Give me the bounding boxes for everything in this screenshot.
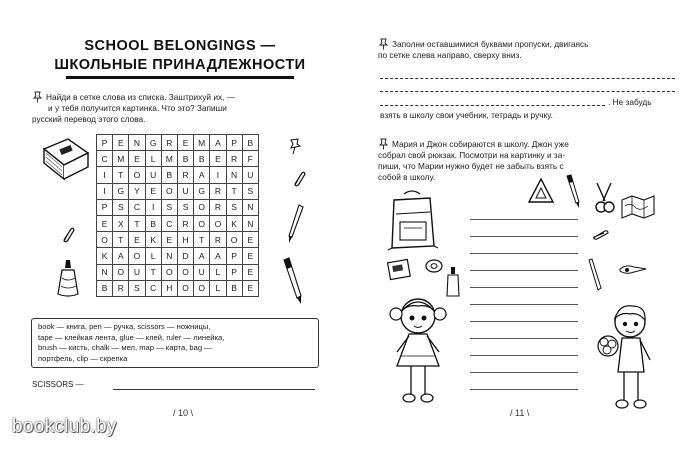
task1-line3: русский перевод этого слова.: [32, 114, 146, 124]
task2-tail-text: . Не забудь: [608, 97, 652, 107]
grid-cell[interactable]: E: [177, 135, 193, 151]
sharpener-icon: [618, 263, 648, 277]
word-search-grid: [96, 134, 259, 297]
task2-instructions: [378, 38, 678, 61]
grid-cell[interactable]: E: [129, 232, 145, 248]
grid-cell[interactable]: F: [242, 151, 258, 167]
grid-cell[interactable]: O: [194, 280, 210, 296]
grid-cell[interactable]: E: [242, 280, 258, 296]
grid-cell[interactable]: E: [242, 248, 258, 264]
triangle-ruler-icon: [525, 176, 557, 206]
grid-cell[interactable]: P: [226, 264, 242, 280]
grid-cell[interactable]: L: [210, 280, 226, 296]
thumbtack-icon: [32, 91, 44, 103]
grid-cell[interactable]: O: [113, 264, 129, 280]
write-line[interactable]: [470, 236, 578, 237]
grid-cell[interactable]: E: [242, 264, 258, 280]
grid-cell[interactable]: N: [129, 135, 145, 151]
grid-cell[interactable]: N: [97, 264, 113, 280]
grid-cell[interactable]: K: [145, 232, 161, 248]
grid-cell[interactable]: O: [129, 167, 145, 183]
grid-cell[interactable]: B: [194, 151, 210, 167]
task3-line1: Мария и Джон собираются в школу. Джон уже: [392, 139, 569, 149]
grid-cell[interactable]: P: [226, 248, 242, 264]
write-line[interactable]: [470, 253, 578, 254]
grid-cell[interactable]: E: [161, 232, 177, 248]
scissors-icon: [591, 181, 617, 215]
map-icon: [620, 194, 656, 220]
grid-cell[interactable]: R: [210, 199, 226, 215]
grid-cell[interactable]: R: [113, 280, 129, 296]
write-line[interactable]: [470, 338, 578, 339]
task3-line4: собой в школу.: [378, 172, 436, 182]
grid-cell[interactable]: C: [145, 280, 161, 296]
task2-line1: Заполни оставшимися буквами пропуски, двигаясь: [392, 39, 589, 49]
grid-cell[interactable]: R: [210, 183, 226, 199]
grid-cell[interactable]: G: [145, 135, 161, 151]
write-line[interactable]: [470, 372, 578, 373]
grid-cell[interactable]: S: [177, 199, 193, 215]
grid-cell[interactable]: O: [194, 199, 210, 215]
write-line[interactable]: [470, 355, 578, 356]
task1-line1: Найди в сетке слова из списка. Заштрихуй их, —: [46, 92, 236, 102]
grid-cell[interactable]: M: [113, 151, 129, 167]
pushpin-icon: [287, 137, 305, 155]
write-line[interactable]: [470, 287, 578, 288]
fill-in-line-2[interactable]: [380, 91, 675, 92]
grid-cell[interactable]: O: [210, 215, 226, 231]
task1-instructions: [32, 91, 332, 125]
grid-cell[interactable]: A: [194, 248, 210, 264]
grid-row: [97, 135, 259, 151]
grid-cell[interactable]: L: [210, 264, 226, 280]
write-line[interactable]: [470, 321, 578, 322]
clip-icon-right: [590, 228, 610, 242]
grid-cell[interactable]: S: [161, 199, 177, 215]
grid-cell[interactable]: I: [97, 183, 113, 199]
write-line[interactable]: [470, 219, 578, 220]
write-line[interactable]: [470, 389, 578, 390]
grid-cell[interactable]: C: [161, 215, 177, 231]
clip-icon: [291, 170, 307, 188]
thumbtack-icon: [378, 138, 390, 150]
grid-cell[interactable]: E: [129, 151, 145, 167]
grid-cell[interactable]: O: [177, 280, 193, 296]
task2-tail-text-2: взять в школу свои учебник, тетрадь и ручку.: [380, 110, 553, 120]
grid-cell[interactable]: I: [97, 167, 113, 183]
grid-cell[interactable]: L: [145, 248, 161, 264]
grid-cell[interactable]: M: [194, 135, 210, 151]
grid-cell[interactable]: T: [113, 232, 129, 248]
grid-cell[interactable]: D: [177, 248, 193, 264]
grid-cell[interactable]: E: [210, 151, 226, 167]
grid-row: [97, 232, 259, 248]
grid-cell[interactable]: R: [226, 151, 242, 167]
grid-cell[interactable]: G: [194, 183, 210, 199]
page-number-value: 10: [178, 408, 189, 418]
write-line[interactable]: [470, 304, 578, 305]
grid-cell[interactable]: K: [97, 248, 113, 264]
grid-cell[interactable]: A: [210, 248, 226, 264]
grid-row: [97, 183, 259, 199]
grid-cell[interactable]: E: [97, 215, 113, 231]
grid-cell[interactable]: U: [242, 167, 258, 183]
word-list-box: [31, 318, 319, 368]
answer-label: SCISSORS —: [32, 380, 84, 389]
grid-cell[interactable]: I: [145, 199, 161, 215]
grid-row: [97, 151, 259, 167]
grid-cell[interactable]: L: [145, 151, 161, 167]
grid-cell[interactable]: T: [129, 215, 145, 231]
grid-cell[interactable]: A: [210, 135, 226, 151]
grid-cell[interactable]: U: [194, 264, 210, 280]
grid-row: [97, 264, 259, 280]
grid-cell[interactable]: R: [177, 215, 193, 231]
grid-cell[interactable]: C: [129, 199, 145, 215]
title-underline: [66, 76, 294, 79]
grid-cell[interactable]: R: [210, 232, 226, 248]
grid-cell[interactable]: K: [226, 215, 242, 231]
grid-cell[interactable]: G: [113, 183, 129, 199]
word-list-line: brush — кисть, chalk — мел, map — карта, bag —: [38, 343, 212, 353]
pen-icon: [279, 256, 305, 306]
page-number-left: / 10 \: [173, 408, 194, 418]
right-page: [350, 0, 700, 459]
write-line[interactable]: [470, 270, 578, 271]
clip-icon-2: [60, 226, 76, 244]
grid-cell[interactable]: U: [129, 264, 145, 280]
grid-cell[interactable]: O: [161, 183, 177, 199]
grid-cell[interactable]: E: [113, 135, 129, 151]
grid-cell[interactable]: U: [145, 167, 161, 183]
grid-cell[interactable]: S: [242, 183, 258, 199]
page-number-right: / 11 \: [510, 408, 530, 418]
grid-row: [97, 248, 259, 264]
grid-cell[interactable]: R: [161, 135, 177, 151]
grid-cell[interactable]: P: [97, 199, 113, 215]
grid-cell[interactable]: O: [129, 248, 145, 264]
task2-line2: по сетке слева направо, сверху вниз.: [378, 50, 522, 60]
grid-cell[interactable]: X: [113, 215, 129, 231]
grid-cell[interactable]: B: [177, 151, 193, 167]
word-list-line: портфель, clip — скрепка: [38, 353, 128, 363]
grid-cell[interactable]: N: [242, 215, 258, 231]
grid-cell[interactable]: O: [226, 232, 242, 248]
grid-cell[interactable]: T: [145, 264, 161, 280]
grid-cell[interactable]: C: [97, 151, 113, 167]
fill-in-line-3[interactable]: [380, 105, 605, 106]
task3-line2: собрал свой рюкзак. Посмотри на картинку и за-: [378, 150, 566, 160]
grid-row: [97, 167, 259, 183]
tape-icon: [424, 258, 444, 274]
grid-cell[interactable]: B: [242, 135, 258, 151]
grid-cell[interactable]: S: [129, 280, 145, 296]
page-title-english: SCHOOL BELONGINGS —: [84, 38, 276, 54]
grid-cell[interactable]: U: [177, 183, 193, 199]
grid-cell[interactable]: N: [161, 248, 177, 264]
page-title-russian: ШКОЛЬНЫЕ ПРИНАДЛЕЖНОСТИ: [54, 57, 306, 73]
grid-cell[interactable]: N: [226, 167, 242, 183]
answer-write-line[interactable]: [113, 389, 315, 390]
grid-cell[interactable]: S: [226, 199, 242, 215]
grid-cell[interactable]: B: [161, 167, 177, 183]
grid-row: [97, 280, 259, 296]
grid-cell[interactable]: Y: [129, 183, 145, 199]
grid-cell[interactable]: T: [194, 232, 210, 248]
thumbtack-icon: [378, 38, 390, 50]
boy-figure: [594, 300, 660, 412]
grid-cell[interactable]: T: [226, 183, 242, 199]
grid-cell[interactable]: O: [177, 264, 193, 280]
grid-cell[interactable]: N: [242, 199, 258, 215]
grid-cell[interactable]: T: [113, 167, 129, 183]
brush-icon: [284, 203, 306, 243]
grid-row: [97, 199, 259, 215]
grid-cell[interactable]: S: [113, 199, 129, 215]
fill-in-line-1[interactable]: [380, 78, 675, 79]
grid-cell[interactable]: I: [210, 167, 226, 183]
task3-line3: пиши, что Марии нужно будет не забыть взять с: [378, 161, 564, 171]
grid-row: [97, 215, 259, 231]
grid-cell[interactable]: O: [97, 232, 113, 248]
grid-cell[interactable]: R: [177, 167, 193, 183]
glue-icon: [54, 258, 82, 298]
grid-cell[interactable]: O: [161, 264, 177, 280]
grid-cell[interactable]: M: [161, 151, 177, 167]
grid-cell[interactable]: B: [97, 280, 113, 296]
watermark-text: bookclub.by: [12, 416, 117, 437]
grid-cell[interactable]: E: [242, 232, 258, 248]
grid-cell[interactable]: B: [145, 215, 161, 231]
grid-cell[interactable]: P: [97, 135, 113, 151]
girl-figure: [385, 290, 451, 410]
word-list-line: tape — клейкая лента, glue — клей, ruler — линейка,: [38, 332, 225, 342]
book-icon-small: [386, 258, 414, 282]
book-icon: [38, 135, 92, 185]
task1-line2: и у тебя получится картинка. Что это? Запиши: [48, 103, 227, 113]
grid-cell[interactable]: P: [226, 135, 242, 151]
grid-cell[interactable]: B: [226, 280, 242, 296]
page-number-value: 11: [515, 408, 525, 418]
grid-cell[interactable]: E: [145, 183, 161, 199]
grid-cell[interactable]: A: [194, 167, 210, 183]
pen-icon-right: [563, 174, 583, 208]
chalk-icon: [586, 258, 604, 292]
backpack-icon: [384, 188, 440, 254]
grid-cell[interactable]: H: [161, 280, 177, 296]
word-list-line: book — книга, pen — ручка, scissors — ножницы,: [38, 322, 211, 331]
grid-cell[interactable]: A: [113, 248, 129, 264]
grid-cell[interactable]: O: [194, 215, 210, 231]
grid-cell[interactable]: H: [177, 232, 193, 248]
